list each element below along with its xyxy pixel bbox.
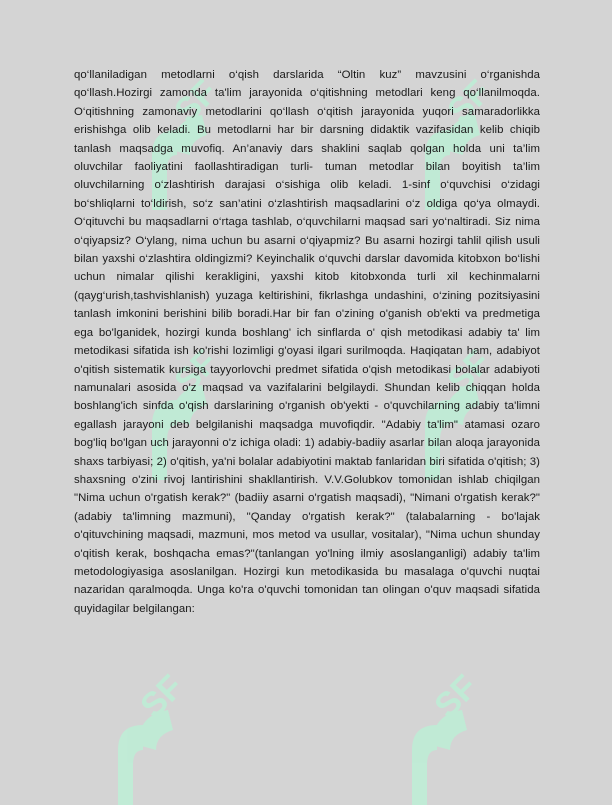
svg-text:SF: SF [427,667,485,726]
watermark-logo-icon [78,655,208,805]
document-body [74,66,540,618]
svg-text:SF: SF [440,342,498,401]
svg-text:SF: SF [133,667,191,726]
svg-text:SF: SF [167,342,225,401]
svg-text:SF: SF [167,72,225,131]
body-paragraph: qo‘llaniladigan metodlarni o‘qish darslarida “Oltin kuz” mavzusini o‘rganishda qo‘llash.Hozirgi zamonda ta'lim jarayonida o‘qitishning metodlari keng qo‘llanilmoqda. O‘qitishning zamonaviy metodlarini qo‘llash o‘qitish jarayonida yuqori samaradorlikka erishishga olib keladi. Bu metodlarni har bir darsning didaktik vazifasidan kelib chiqib tanlash maqsadga muvofiq. An’anaviy dars shaklini saqlab qolgan holda uni ta’lim oluvchilar faoliyatini faollashtiradigan turli- tuman metodlar bilan boyitish ta’lim oluvchilarning o‘zlashtirish darajasi o‘sishiga olib keladi. 1-sinf o‘quvchisi o‘zidagi bo‘shliqlarni to‘ldirish, so‘z san’atini o‘zlashtirish maqsadlarini o‘z oldiga qo‘ya olmaydi. O‘qituvchi bu maqsadlarni o‘rtaga tashlab, o‘quvchilarni maqsad sari yo‘naltiradi. Siz nima o‘qiyapsiz? O‘ylang, nima uchun bu asarni o‘qiyapmiz? Bu asarni hozirgi tahlil qilish usuli bilan yaxshi o‘zlashtira oldingizmi? Keyinchalik o‘quvchi darslar davomida kitobxon bo‘lishi uchun nimalar qilishi kerakligini, yaxshi kitob kitobxonda turli xil kechinmalarni (qayg‘urish,tashvishlanish) yuzaga keltirishini, fikrlashga undashini, o‘zining pozitsiyasini tanlash imkonini berishini bilib boradi.Har bir fan o'zining o'ganish ob'ekti va predmetiga ega bo'lganidek, hozirgi kunda boshlang' ich sinflarda o' qish metodikasi adabiy ta' lim metodikasi sifatida ish ko'rishi lozimligi g'oyasi ilgari surilmoqda. Haqiqatan ham, adabiyot o'qitish sistematik kursiga tayyorlovchi predmet sifatida o'qish metodikasi bolalar adabiyoti namunalari asosida o'z maqsad va vazifalarini belgilaydi. Shundan kelib chiqqan holda boshlang'ich sinfda o'qish darslarining o'rganish ob'yekti - o'quvchilarning adabiy ta'limni egallash jarayoni deb belgilanishi maqsadga muvofiqdir. "Adabiy ta'lim" atamasi ozaro bog'liq bo'lgan uch jarayonni o'z ichiga oladi: 1) adabiy-badiiy asarlar bilan aloqa jarayonida shaxs tarbiyasi; 2) o'qitish, ya'ni bolalar adabiyotini maktab fanlaridan biri sifatida o'qitish; 3) shaxsning o'zini rivoj lantirishini shakllantirish. V.V.Golubkov tomonidan ishlab chiqilgan "Nima uchun o'rgatish kerak?" (badiiy asarni o'rgatish maqsadi), "Nimani o'rgatish kerak?" (adabiy ta'limning mazmuni), "Qanday o'rgatish kerak?" (talabalarning - bo'lajak o'qituvchining maqsadi, mazmuni, mos metod va usullar, vositalar), "Nima uchun shunday o'qitish kerak, boshqacha emas?"(tanlangan yo'lning ilmiy asoslanganligi) adabiy ta'lim metodologiyasiga asoslanilgan. Hozirgi kun metodikasida bu masalaga o'quvchi nuqtai nazaridan qaralmoqda. Unga ko'ra o'quvchi tomonidan tan olingan o'quv maqsadi sifatida quyidagilar belgilangan: [74,69,540,615]
watermark-logo-icon [372,655,502,805]
svg-text:SF: SF [440,72,498,131]
